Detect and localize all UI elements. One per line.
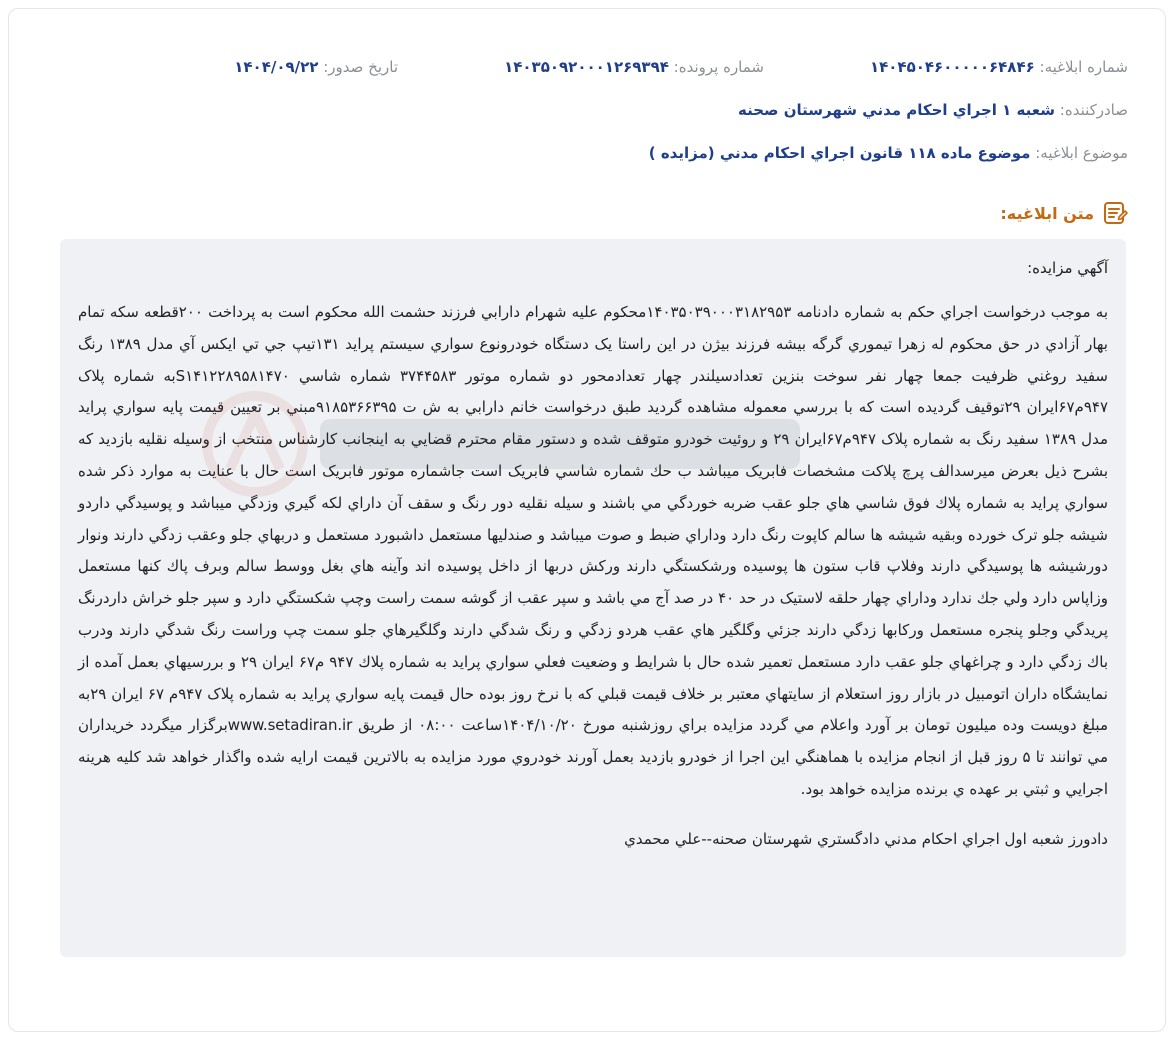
issuer-label: صادرکننده:: [1059, 101, 1128, 119]
issuer-value: شعبه ۱ اجراي احکام مدني شهرستان صحنه: [738, 101, 1055, 119]
issue-date-label: تاريخ صدور:: [323, 58, 398, 76]
section-title: متن ابلاغيه:: [1000, 203, 1094, 223]
notice-body: [60, 239, 1126, 957]
case-number-label: شماره پرونده:: [673, 58, 764, 76]
note-icon: [1102, 200, 1128, 226]
issue-date: [234, 58, 398, 76]
body-paragraph: به موجب درخواست اجراي حکم به شماره دادنامه ۱۴۰۳۵۰۳۹۰۰۰۳۱۸۲۹۵۳محکوم عليه شهرام دارابي فرزند حشمت الله محکوم است به پرداخت ۲۰۰قطعه سکه تمام بهار آزادي در حق محکوم له زهرا تيموري گرگه بيشه فرزند بيژن در اين راستا يک دستگاه خودرونوع سواري سيستم پرايد ۱۳۱تيپ جي تي ايکس آي مدل ۱۳۸۹ رنگ سفيد روغني ظرفيت جمعا چهار نفر سوخت بنزين تعدادسيلندر چهار تعدادمحور دو شماره موتور ۳۷۴۴۵۸۳ شماره شاسي S۱۴۱۲۲۸۹۵۸۱۴۷۰به شماره پلاک ۹۴۷م۶۷ايران ۲۹توقيف گرديده است که با بررسي معموله مشاهده گرديد طبق درخواست خانم دارابي به ش ت ۹۱۸۵۳۶۶۳۹۵مبني بر تعيين قيمت پايه سواري پرايد مدل ۱۳۸۹ سفيد رنگ به شماره پلاک ۹۴۷م۶۷ايران ۲۹ و روئيت خودرو متوقف شده و دستور مقام محترم قضايي به اينجانب کارشناس منتخب از وسيله نقليه بازديد که بشرح ذيل بعرض ميرسدالف پرچ پلاکت مشخصات فابريک ميباشد ب حك شماره شاسي فابريک است جاشماره موتور فابريک است حال با عنايت به موارد ذکر شده سواري پرايد به شماره پلاك فوق شاسي هاي جلو عقب ضربه خوردگي مي باشند و سيله نقليه دور رنگ و سقف آن داراي لکه گيري وزدگي ميباشد و پوسيدگي داردو شيشه جلو ترک خورده وبقيه شيشه ها سالم کاپوت رنگ دارد وداراي ضبط و صوت ميباشد و صندليها مستعمل داشبورد مستعمل و دربهاي جلو وعقب زدگي دارند ونوار دورشيشه ها پوسيدگي دارند وفلاپ قاب ستون ها پوسيده ورشکستگي دارند ورکش دربها از داخل پوسيده اند وآينه هاي بغل ووسط سالم وبرف پاك كنها مستعمل وزاپاس دارد ولي جك ندارد وداراي چهار حلقه لاستيک در حد ۴۰ در صد آج مي باشد و سپر عقب از گوشه سمت راست وچپ شکستگي دارد و سپر جلو خراش داردرنگ پريدگي وجلو پنجره مستعمل ورکابها زدگي دارند جزئي وگلگير هاي عقب هردو زدگي و رنگ شدگي دارند وگلگيرهاي جلو سمت چپ وراست رنگ شدگي دارند ودرب باك زدگي دارد و چراغهاي جلو عقب دارد مستعمل تعمير شده حال با شرايط و وضعيت فعلي سواري پرايد به شماره پلاك ۹۴۷ م۶۷ ايران ۲۹ و بررسيهاي بعمل آمده از نمايشگاه داران اتومبيل در بازار روز استعلام از سايتهاي معتبر بر خلاف قيمت قبلي كه با نرخ روز بوده حال قيمت پايه سواري پرايد به شماره پلاک ۹۴۷م ۶۷ ايران ۲۹به مبلغ دويست وده ميليون تومان بر آورد واعلام مي گردد مزايده براي روزشنبه مورخ ۱۴۰۴/۱۰/۲۰ساعت ۰۸:۰۰ از طريق www.setadiran.irبرگزار ميگردد خريداران مي توانند تا ۵ روز قبل از انجام مزايده با هماهنگي اين اجرا از خودرو بازديد بعمل آورند خودروي مورد مزايده به بالاترين قيمت ارايه شده واگذار خواهد شد کليه هرينه اجرايي و ثبتي بر عهده ي برنده مزايده خواهد بود.: [78, 303, 1109, 798]
subject: [649, 144, 1128, 162]
body-signature: دادورز شعبه اول اجراي احکام مدني دادگستري شهرستان صحنه--علي محمدي: [624, 829, 1108, 848]
issuer: [738, 101, 1128, 119]
case-number-value: ۱۴۰۳۵۰۹۲۰۰۰۱۲۶۹۳۹۴: [504, 58, 669, 76]
case-number: [504, 58, 764, 76]
issue-date-value: ۱۴۰۴/۰۹/۲۲: [234, 58, 319, 76]
notice-number: [870, 58, 1128, 76]
subject-label: موضوع ابلاغيه:: [1035, 144, 1128, 162]
subject-value: موضوع ماده ۱۱۸ قانون اجراي احکام مدني (مزايده ): [648, 144, 1031, 162]
notice-number-label: شماره ابلاغيه:: [1039, 58, 1128, 76]
body-heading: آگهي مزايده:: [1027, 259, 1108, 277]
notice-number-value: ۱۴۰۴۵۰۴۶۰۰۰۰۰۶۴۸۴۶: [869, 58, 1035, 76]
section-header: [1000, 200, 1128, 226]
